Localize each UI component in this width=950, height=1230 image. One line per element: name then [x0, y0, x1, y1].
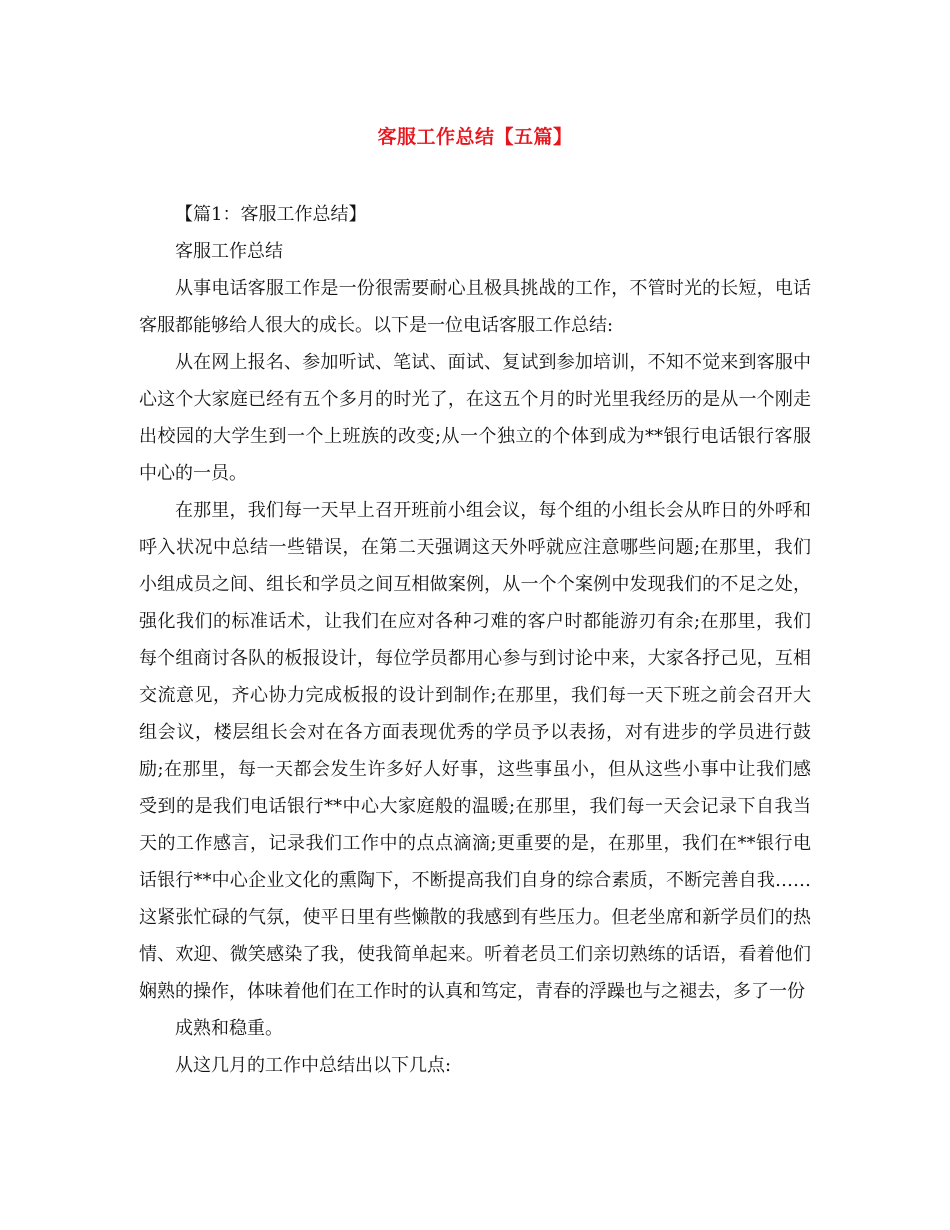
document-body: [139, 196, 811, 1084]
document-title: 客服工作总结【五篇】: [377, 126, 573, 148]
paragraph-continuation: 成熟和稳重。: [175, 1018, 283, 1039]
section-subtitle: 客服工作总结: [175, 241, 283, 262]
paragraph-summary-lead: 从这几月的工作中总结出以下几点:: [175, 1055, 452, 1076]
paragraph-daily-work: 在那里，我们每一天早上召开班前小组会议，每个组的小组长会从昨日的外呼和呼入状况中总结一些错误，在第二天强调这天外呼就应注意哪些问题;在那里，我们小组成员之间、组长和学员之间互相做案例，从一个个案例中发现我们的不足之处，强化我们的标准话术，让我们在应对各种刁难的客户时都能游刃有余;在那里，我们每个组商讨各队的板报设计，每位学员都用心参与到讨论中来，大家各抒己见，互相交流意见，齐心协力完成板报的设计到制作;在那里，我们每一天下班之前会召开大组会议，楼层组长会对在各方面表现优秀的学员予以表扬，对有进步的学员进行鼓励;在那里，每一天都会发生许多好人好事，这些事虽小，但从这些小事中让我们感受到的是我们电话银行**中心大家庭般的温暖;在那里，我们每一天会记录下自我当天的工作感言，记录我们工作中的点点滴滴;更重要的是，在那里，我们在**银行电话银行**中心企业文化的熏陶下，不断提高我们自身的综合素质，不断完善自我……这紧张忙碌的气氛，使平日里有些懒散的我感到有些压力。但老坐席和新学员们的热情、欢迎、微笑感染了我，使我简单起来。听着老员工们亲切熟练的话语，看着他们娴熟的操作，体味着他们在工作时的认真和笃定，青春的浮躁也与之褪去，多了一份: [139, 500, 811, 1002]
paragraph-experience: 从在网上报名、参加听试、笔试、面试、复试到参加培训，不知不觉来到客服中心这个大家庭已经有五个多月的时光了，在这五个月的时光里我经历的是从一个刚走出校园的大学生到一个上班族的改变;从一个独立的个体到成为**银行电话银行客服中心的一员。: [139, 352, 811, 484]
paragraph-intro: 从事电话客服工作是一份很需要耐心且极具挑战的工作，不管时光的长短，电话客服都能够给人很大的成长。以下是一位电话客服工作总结:: [139, 278, 811, 336]
section-heading: 【篇1：客服工作总结】: [175, 204, 367, 225]
